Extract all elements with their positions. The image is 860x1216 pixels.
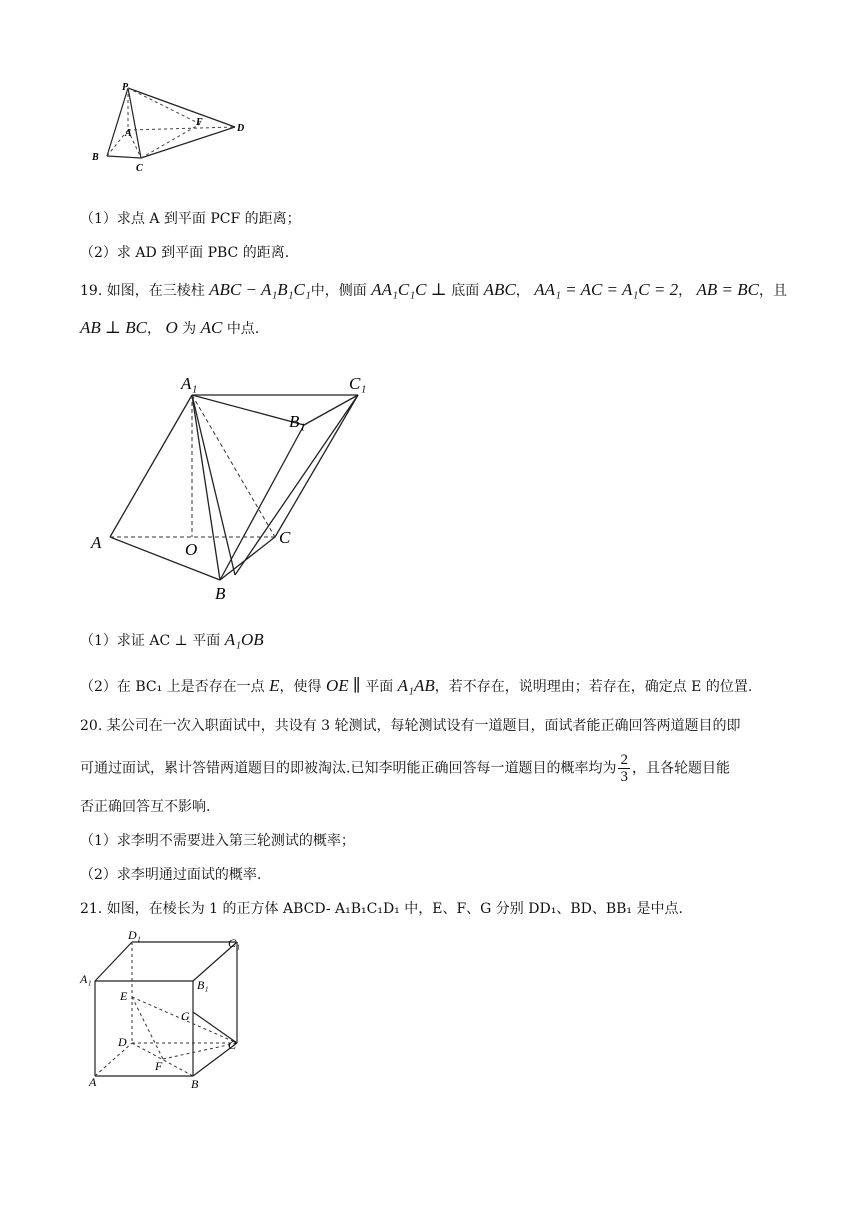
label-C: C xyxy=(136,163,143,174)
label-B: B xyxy=(191,1077,199,1091)
q20-part1: （1）求李明不需要进入第三轮测试的概率； xyxy=(80,833,355,849)
label-C: C xyxy=(228,1038,237,1052)
cube-figure xyxy=(75,928,255,1098)
label-C1: C₁ xyxy=(228,936,241,950)
label-B1: B₁ xyxy=(289,412,306,431)
q18-part1: （1）求点 A 到平面 PCF 的距离； xyxy=(80,211,301,227)
label-A1: A₁ xyxy=(181,374,198,393)
label-E: E xyxy=(120,989,128,1003)
label-D: D xyxy=(118,1035,127,1049)
q20-part2: （2）求李明通过面试的概率. xyxy=(80,867,262,883)
label-B: B xyxy=(215,584,226,603)
label-A: A xyxy=(89,1075,97,1089)
label-O: O xyxy=(185,540,198,559)
label-C: C xyxy=(279,528,291,547)
label-F: F xyxy=(155,1059,163,1073)
prism-figure xyxy=(85,365,385,605)
q21-statement: 21. 如图，在棱长为 1 的正方体 ABCD- A₁B₁C₁D₁ 中，E、F、G 分别 DD₁、BD、BB₁ 是中点. xyxy=(80,901,683,917)
q19-part2: （2）在 BC₁ 上是否存在一点 E，使得 OE ∥ 平面 A₁AB，若不存在，说明理由；若存在，确定点 E 的位置. xyxy=(80,676,753,695)
label-D: D xyxy=(237,123,245,134)
label-C1: C₁ xyxy=(349,374,367,393)
label-F: F xyxy=(196,117,203,128)
label-A: A xyxy=(125,128,132,139)
q19-statement-line2: AB ⊥ BC， O 为 AC 中点. xyxy=(80,318,260,337)
q18-part2: （2）求 AD 到平面 PBC 的距离. xyxy=(80,245,290,261)
q19-statement-line1: 19. 如图，在三棱柱 ABC − A₁B₁C₁中，侧面 AA₁C₁C ⊥ 底面 ABC， AA₁ = AC = A₁C = 2， AB = BC，且 xyxy=(80,280,787,299)
pyramid-figure xyxy=(85,80,255,175)
fraction-two-thirds: $\frac{2}{3}$ xyxy=(620,752,628,785)
q19-part1: （1）求证 AC ⊥ 平面 A₁OB xyxy=(80,630,264,649)
label-A: A xyxy=(91,533,102,552)
q19-number: 19. xyxy=(80,283,103,299)
label-A1: A₁ xyxy=(80,972,92,986)
q20-statement-line2: 可通过面试，累计答错两道题目的即被淘汰.已知李明能正确回答每一道题目的概率均为 $\frac{2}{3}$ ，且各轮题目能 xyxy=(80,752,730,785)
label-D1: D₁ xyxy=(128,928,141,942)
q20-statement-line1: 20. 某公司在一次入职面试中，共设有 3 轮测试，每轮测试设有一道题目，面试者能正确回答两道题目的即 xyxy=(80,718,741,734)
label-B1: B₁ xyxy=(197,978,209,992)
label-B: B xyxy=(92,152,99,163)
q20-statement-line3: 否正确回答互不影响. xyxy=(80,799,211,815)
label-G: G xyxy=(181,1009,190,1023)
label-P: P xyxy=(122,82,129,93)
